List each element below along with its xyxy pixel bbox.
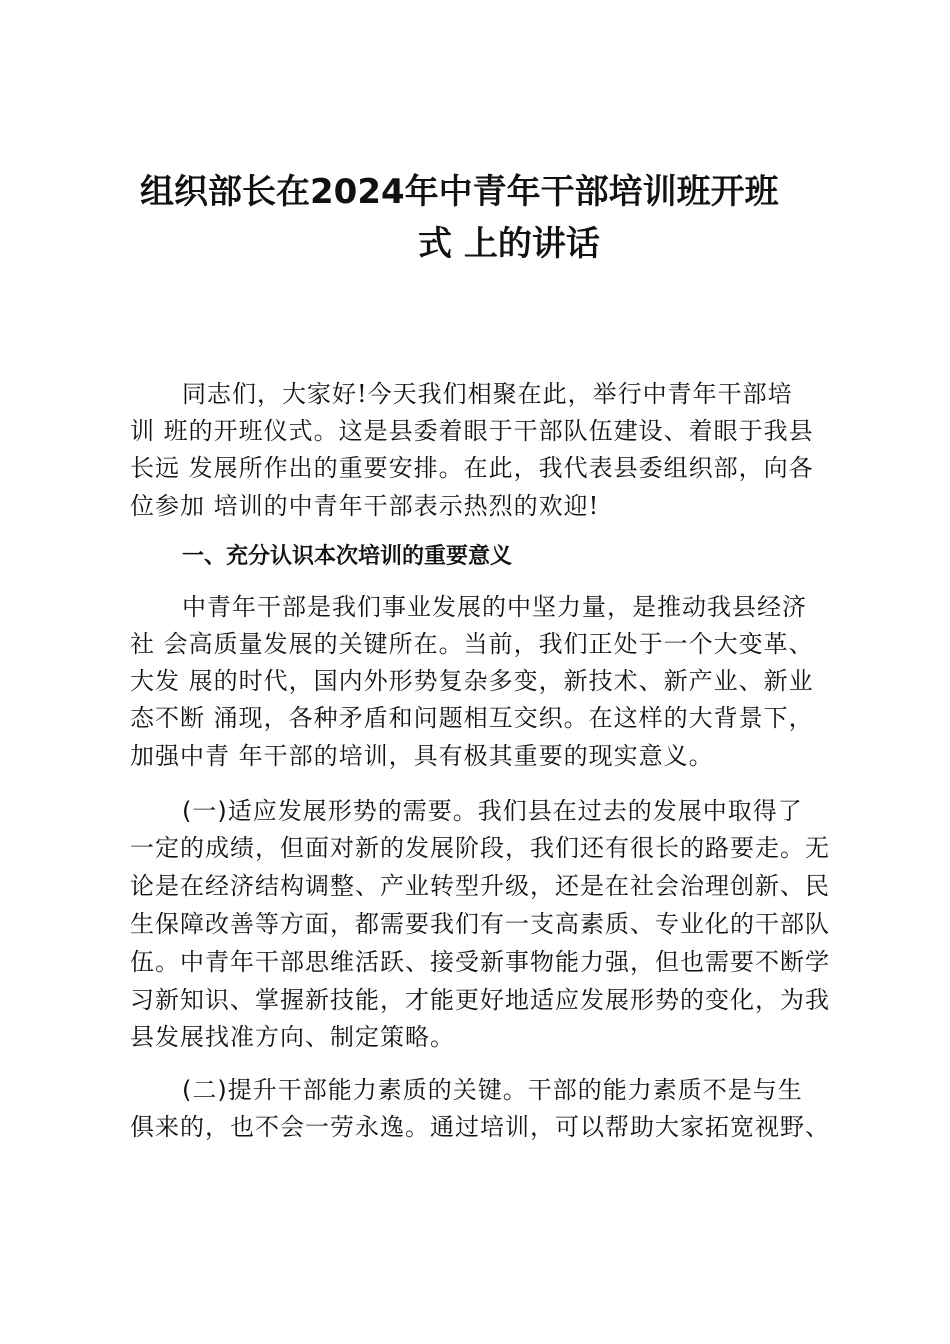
section1-line: 态不断 涌现，各种矛盾和问题相互交织。在这样的大背景下，: [130, 704, 814, 732]
intro-line: 长远 发展所作出的重要安排。在此，我代表县委组织部，向各: [130, 454, 814, 482]
section1-line: 加强中青 年干部的培训，具有极其重要的现实意义。: [130, 742, 714, 770]
subsection2-text: 干部的能力素质不是与生: [527, 1076, 803, 1104]
section1-line: 社 会高质量发展的关键所在。当前，我们正处于一个大变革、: [130, 630, 814, 658]
subsection1-line: 习新知识、掌握新技能，才能更好地适应发展形势的变化，为我: [130, 986, 830, 1014]
subsection1-line: 论是在经济结构调整、产业转型升级，还是在社会治理创新、民: [130, 872, 830, 900]
section1-line: 大发 展的时代，国内外形势复杂多变，新技术、新产业、新业: [130, 667, 814, 695]
section-heading: 一、充分认识本次培训的重要意义: [182, 544, 513, 569]
subsection1-text: 我们县在过去的发展中取得了: [477, 797, 803, 825]
subsection1-line: 县发展找准方向、制定策略。: [130, 1023, 455, 1051]
intro-line: 位参加 培训的中青年干部表示热烈的欢迎!: [130, 492, 600, 520]
subsection1-first-line: [182, 793, 803, 829]
intro-line: 训 班的开班仪式。这是县委着眼于干部队伍建设、着眼于我县: [130, 417, 814, 445]
subsection1-line: 生保障改善等方面，都需要我们有一支高素质、专业化的干部队: [130, 910, 830, 938]
subsection2-first-line: [182, 1072, 803, 1108]
subsection1-line: 伍。中青年干部思维活跃、接受新事物能力强，但也需要不断学: [130, 948, 830, 976]
intro-line: 同志们，大家好!今天我们相聚在此，举行中青年干部培: [182, 380, 793, 408]
subsection1-lead: (一)适应发展形势的需要。: [182, 797, 478, 825]
document-title-line-1: 组织部长在2024年中青年干部培训班开班: [140, 172, 779, 212]
section1-line: 中青年干部是我们事业发展的中坚力量，是推动我县经济: [182, 593, 807, 621]
subsection2-line: 俱来的，也不会一劳永逸。通过培训，可以帮助大家拓宽视野、: [130, 1113, 830, 1141]
document-title-line-2: 式 上的讲话: [418, 224, 600, 264]
subsection1-line: 一定的成绩，但面对新的发展阶段，我们还有很长的路要走。无: [130, 834, 830, 862]
subsection2-lead: (二)提升干部能力素质的关键。: [182, 1076, 528, 1104]
